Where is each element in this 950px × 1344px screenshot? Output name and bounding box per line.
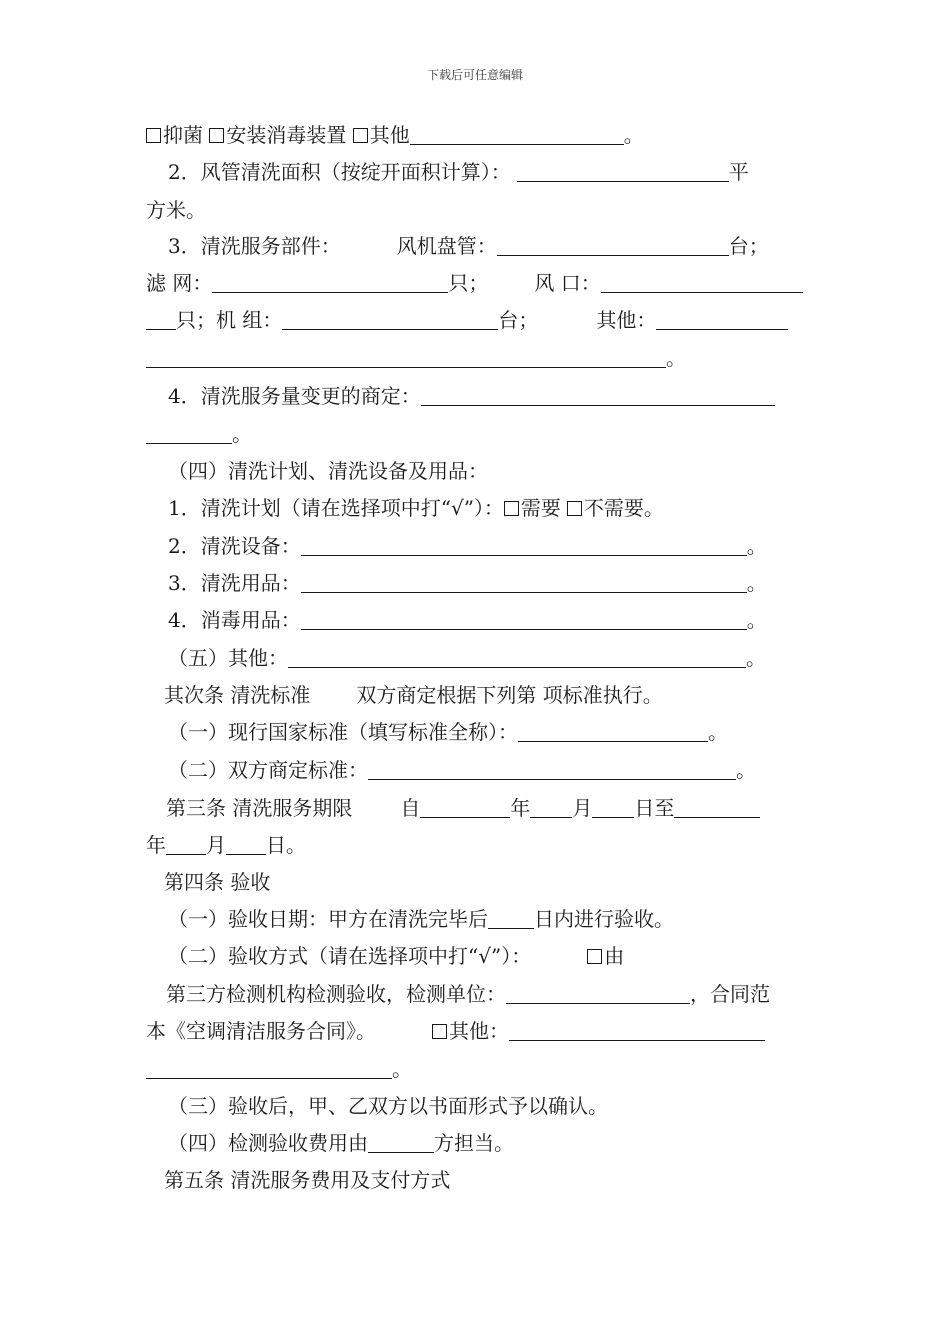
- blank-equipment[interactable]: [301, 535, 747, 556]
- section-other-label: （五）其他：: [168, 646, 288, 670]
- line-duct-area: [168, 160, 749, 184]
- year-label: 年: [510, 796, 531, 820]
- day-label: 日。: [266, 833, 306, 857]
- unit-text: 只；: [448, 271, 489, 295]
- punct: 。: [708, 720, 728, 744]
- option-antibacterial-label: 抑菌: [163, 123, 203, 147]
- acceptance-fee-suffix: 方担当。: [434, 1131, 514, 1155]
- blank-unit[interactable]: [282, 309, 498, 330]
- blank-end-year[interactable]: [674, 797, 760, 818]
- blank-acceptance-days[interactable]: [488, 908, 534, 929]
- punct: 。: [746, 608, 767, 632]
- unit-text: 台；: [728, 234, 769, 258]
- cleaning-plan-label: 1．清洗计划（请在选择项中打“√”）：: [168, 496, 504, 520]
- line-service-period-cont: [146, 833, 306, 857]
- blank-start-year[interactable]: [420, 797, 510, 818]
- line-supplies: [168, 571, 767, 595]
- article-heading: 第五条 清洗服务费用及支付方式: [164, 1168, 451, 1192]
- unit-text: 平: [728, 160, 749, 184]
- blank-testing-unit[interactable]: [506, 983, 690, 1004]
- blank-fan-coil[interactable]: [497, 235, 729, 256]
- acceptance-date-suffix: 日内进行验收。: [534, 907, 674, 931]
- need-label: 需要: [520, 496, 561, 520]
- blank-other[interactable]: [410, 124, 624, 145]
- year-label: 年: [146, 833, 166, 857]
- punct: 。: [736, 758, 756, 782]
- line-national-standard: [168, 720, 728, 744]
- disinfectant-label: 4．消毒用品：: [168, 608, 301, 632]
- blank-end-day[interactable]: [226, 834, 266, 855]
- blank-disinfectant[interactable]: [301, 609, 747, 630]
- punct: 。: [746, 646, 766, 670]
- line-filter-vent: [146, 271, 803, 295]
- fan-coil-label: 风机盘管：: [396, 234, 497, 258]
- from-label: 自: [400, 796, 421, 820]
- checkbox-need[interactable]: [504, 501, 519, 516]
- contract-name-text: 本《空调清洁服务合同》。: [146, 1019, 376, 1043]
- article-heading: 第四条 验收: [164, 870, 271, 894]
- blank-acceptance-other-cont[interactable]: [146, 1058, 392, 1079]
- checkbox-other[interactable]: [353, 128, 368, 143]
- third-party-label: 由: [604, 944, 625, 968]
- no-need-label: 不需要。: [583, 496, 664, 520]
- unit-label: 只；机 组：: [176, 308, 283, 332]
- equipment-label: 2．清洗设备：: [168, 534, 301, 558]
- punct: 。: [392, 1057, 412, 1081]
- article-service-period: [166, 796, 760, 820]
- line-volume-change-cont: [146, 422, 252, 446]
- line-service-parts: [168, 234, 769, 258]
- line-acceptance-other-cont: [146, 1057, 412, 1081]
- punct: 。: [623, 123, 644, 147]
- line-volume-change: [168, 384, 775, 408]
- checkbox-install-device[interactable]: [209, 128, 224, 143]
- supplies-label: 3．清洗用品：: [168, 571, 301, 595]
- blank-start-month[interactable]: [530, 797, 572, 818]
- duct-area-label: 2．风管清洗面积（按绽开面积计算）：: [168, 160, 511, 184]
- standard-choice-text: 双方商定根据下列第 项标准执行。: [356, 683, 663, 707]
- volume-change-label: 4．清洗服务量变更的商定：: [168, 384, 421, 408]
- line-disinfectant: [168, 608, 767, 632]
- checkbox-third-party[interactable]: [587, 949, 602, 964]
- blank-volume-change-cont[interactable]: [146, 423, 232, 444]
- blank-section-other[interactable]: [288, 647, 746, 668]
- article-heading: 其次条 清洗标准: [164, 683, 311, 707]
- unit-text: 台；: [498, 308, 539, 332]
- punct: 。: [746, 534, 767, 558]
- checkbox-acceptance-other[interactable]: [432, 1024, 447, 1039]
- punct: 。: [746, 571, 767, 595]
- contract-text: ，合同范: [690, 982, 770, 1006]
- month-label: 月: [206, 833, 226, 857]
- section-plan-equipment: [168, 459, 488, 483]
- line-contract-name: [146, 1019, 765, 1043]
- acceptance-date-label: （一）验收日期：甲方在清洗完毕后: [168, 907, 488, 931]
- written-confirm-text: （三）验收后，甲、乙双方以书面形式予以确认。: [168, 1094, 608, 1118]
- line-unit-other: [146, 308, 788, 332]
- to-label: 日至: [634, 796, 675, 820]
- line-equipment: [168, 534, 767, 558]
- blank-volume-change[interactable]: [421, 385, 775, 406]
- page-header: 下载后可任意编辑: [426, 68, 523, 82]
- line-duct-area-cont: [146, 198, 206, 222]
- other-parts-label: 其他：: [596, 308, 657, 332]
- blank-fee-party[interactable]: [368, 1132, 434, 1153]
- article-cleaning-standard: [164, 683, 663, 707]
- line-third-party: [166, 982, 770, 1006]
- blank-national-standard[interactable]: [518, 721, 708, 742]
- blank-supplies[interactable]: [301, 572, 747, 593]
- line-written-confirm: [168, 1094, 608, 1118]
- line-agreed-standard: [168, 758, 756, 782]
- blank-vent-cont[interactable]: [146, 309, 176, 330]
- checkbox-no-need[interactable]: [567, 501, 582, 516]
- article-heading: 第三条 清洗服务期限: [166, 796, 353, 820]
- national-standard-label: （一）现行国家标准（填写标准全称）：: [168, 720, 518, 744]
- blank-other-parts-cont[interactable]: [146, 347, 666, 368]
- unit-text: 方米。: [146, 198, 206, 222]
- option-install-device-label: 安装消毒装置: [226, 123, 347, 147]
- punct: 。: [232, 422, 252, 446]
- punct: 。: [666, 346, 686, 370]
- line-acceptance-date: [168, 907, 674, 931]
- filter-label: 滤 网：: [146, 271, 213, 295]
- agreed-standard-label: （二）双方商定标准：: [168, 758, 368, 782]
- checkbox-antibacterial[interactable]: [146, 128, 161, 143]
- blank-start-day[interactable]: [592, 797, 634, 818]
- line-acceptance-method: [168, 944, 624, 968]
- line-cleaning-plan: [168, 496, 664, 520]
- blank-other-parts[interactable]: [656, 309, 788, 330]
- blank-agreed-standard[interactable]: [368, 759, 736, 780]
- line-acceptance-fee: [168, 1131, 514, 1155]
- article-acceptance: [164, 870, 270, 894]
- article-fees-payment: [164, 1168, 450, 1192]
- vent-label: 风 口：: [534, 271, 601, 295]
- option-other-label: 其他: [369, 123, 410, 147]
- line-sterilize-options: [146, 123, 644, 147]
- blank-vent[interactable]: [601, 272, 803, 293]
- acceptance-other-label: 其他：: [449, 1019, 509, 1043]
- blank-filter[interactable]: [212, 272, 448, 293]
- blank-acceptance-other[interactable]: [509, 1020, 765, 1041]
- acceptance-method-label: （二）验收方式（请在选择项中打“√”）：: [168, 944, 532, 968]
- line-other-parts-cont: [146, 346, 686, 370]
- service-parts-label: 3．清洗服务部件：: [168, 234, 341, 258]
- month-label: 月: [572, 796, 593, 820]
- line-section-other: [168, 646, 766, 670]
- section-heading: （四）清洗计划、清洗设备及用品：: [168, 459, 488, 483]
- testing-unit-label: 第三方检测机构检测验收，检测单位：: [166, 982, 506, 1006]
- acceptance-fee-label: （四）检测验收费用由: [168, 1131, 368, 1155]
- blank-duct-area[interactable]: [517, 161, 729, 182]
- blank-end-month[interactable]: [166, 834, 206, 855]
